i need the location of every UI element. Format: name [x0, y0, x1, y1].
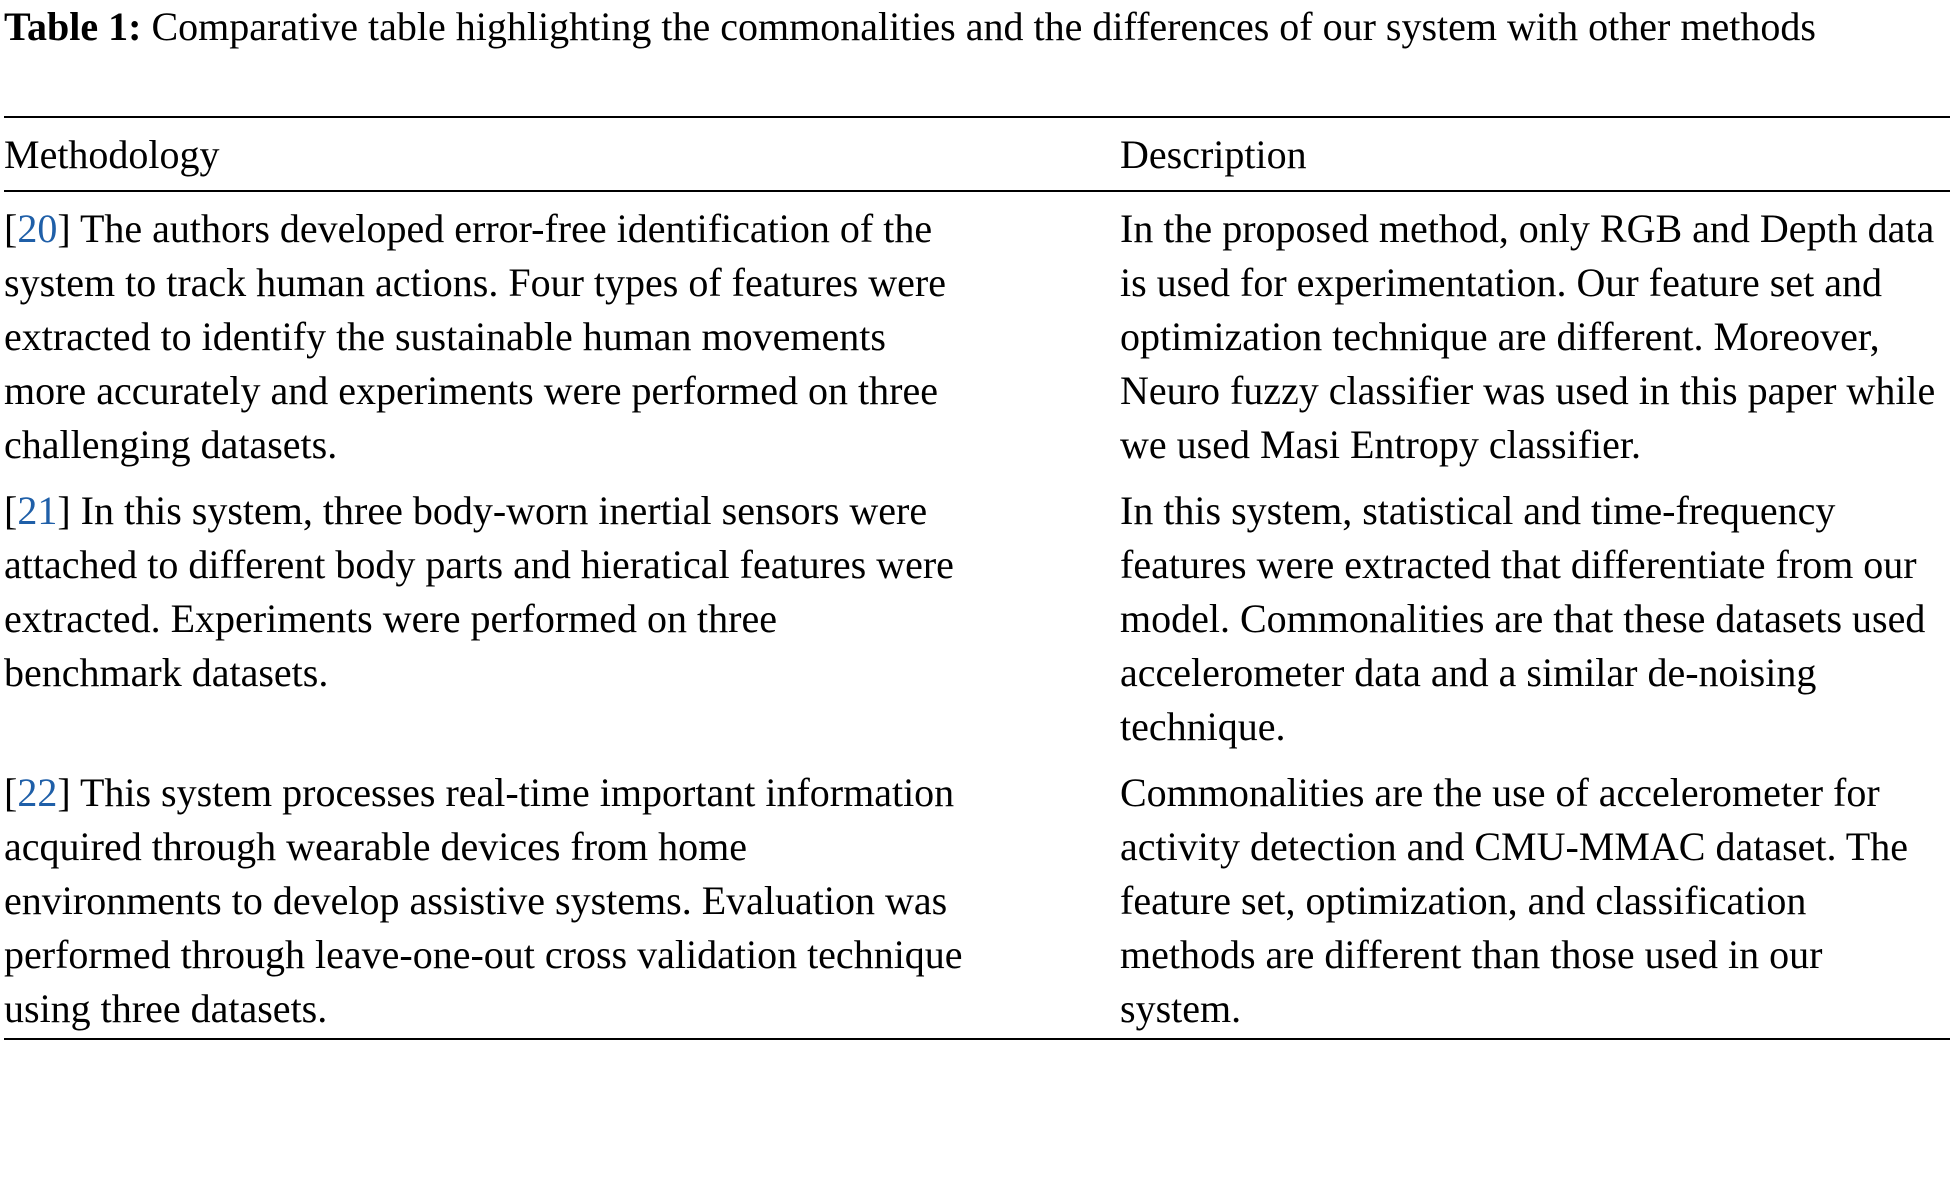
methodology-text: [20] The authors developed error-free identification of the system to track human actions. Four types of features were extracted to identify the sustainable human movements more accurately and experiments were performed on three challenging datasets. [4, 206, 946, 467]
header-description: Description [1120, 132, 1307, 177]
header-methodology: Methodology [4, 132, 220, 177]
description-cell [1120, 191, 1950, 474]
methodology-body: In this system, three body-worn inertial sensors were attached to different body parts and hieratical features were extracted. Experiments were performed on three benchmark datasets. [4, 488, 954, 695]
table-caption-text: Comparative table highlighting the commonalities and the differences of our system with other methods [151, 4, 1816, 49]
methodology-text: [21] In this system, three body-worn inertial sensors were attached to different body parts and hieratical features were extracted. Experiments were performed on three benchmark datasets. [4, 488, 954, 695]
table-caption-label: Table 1: [4, 4, 142, 49]
table-row [4, 756, 1950, 1039]
reference-link[interactable]: 21 [17, 488, 58, 533]
table-header [4, 117, 1950, 191]
description-text: In the proposed method, only RGB and Depth data is used for experimentation. Our feature set and optimization technique are different. Moreover, Neuro fuzzy classifier was used in this paper while we used Masi Entropy classifier. [1120, 206, 1936, 467]
description-cell [1120, 474, 1950, 756]
methodology-cell [4, 191, 1120, 474]
comparison-table [4, 116, 1950, 1040]
methodology-cell [4, 756, 1120, 1039]
table-row [4, 191, 1950, 474]
table-row [4, 474, 1950, 756]
reference-link[interactable]: 22 [17, 770, 58, 815]
description-cell [1120, 756, 1950, 1039]
table-header-row [4, 117, 1950, 191]
table-caption [4, 0, 1950, 53]
description-text: In this system, statistical and time-frequency features were extracted that differentiate from our model. Commonalities are that these datasets used accelerometer data and a similar de-noising technique. [1120, 488, 1926, 749]
methodology-cell [4, 474, 1120, 756]
comparison-table-wrapper [4, 116, 1950, 1040]
methodology-text: [22] This system processes real-time important information acquired through wearable devices from home environments to develop assistive systems. Evaluation was performed through leave-one-out cross validation technique using three datasets. [4, 770, 963, 1031]
table-body [4, 191, 1950, 1039]
methodology-body: The authors developed error-free identification of the system to track human actions. Four types of features were extracted to identify the sustainable human movements more accurately and experiments were performed on three challenging datasets. [4, 206, 946, 467]
methodology-body: This system processes real-time important information acquired through wearable devices from home environments to develop assistive systems. Evaluation was performed through leave-one-out cross validation technique using three datasets. [4, 770, 963, 1031]
reference-link[interactable]: 20 [17, 206, 58, 251]
description-text: Commonalities are the use of accelerometer for activity detection and CMU-MMAC dataset. The feature set, optimization, and classification methods are different than those used in our system. [1120, 770, 1908, 1031]
